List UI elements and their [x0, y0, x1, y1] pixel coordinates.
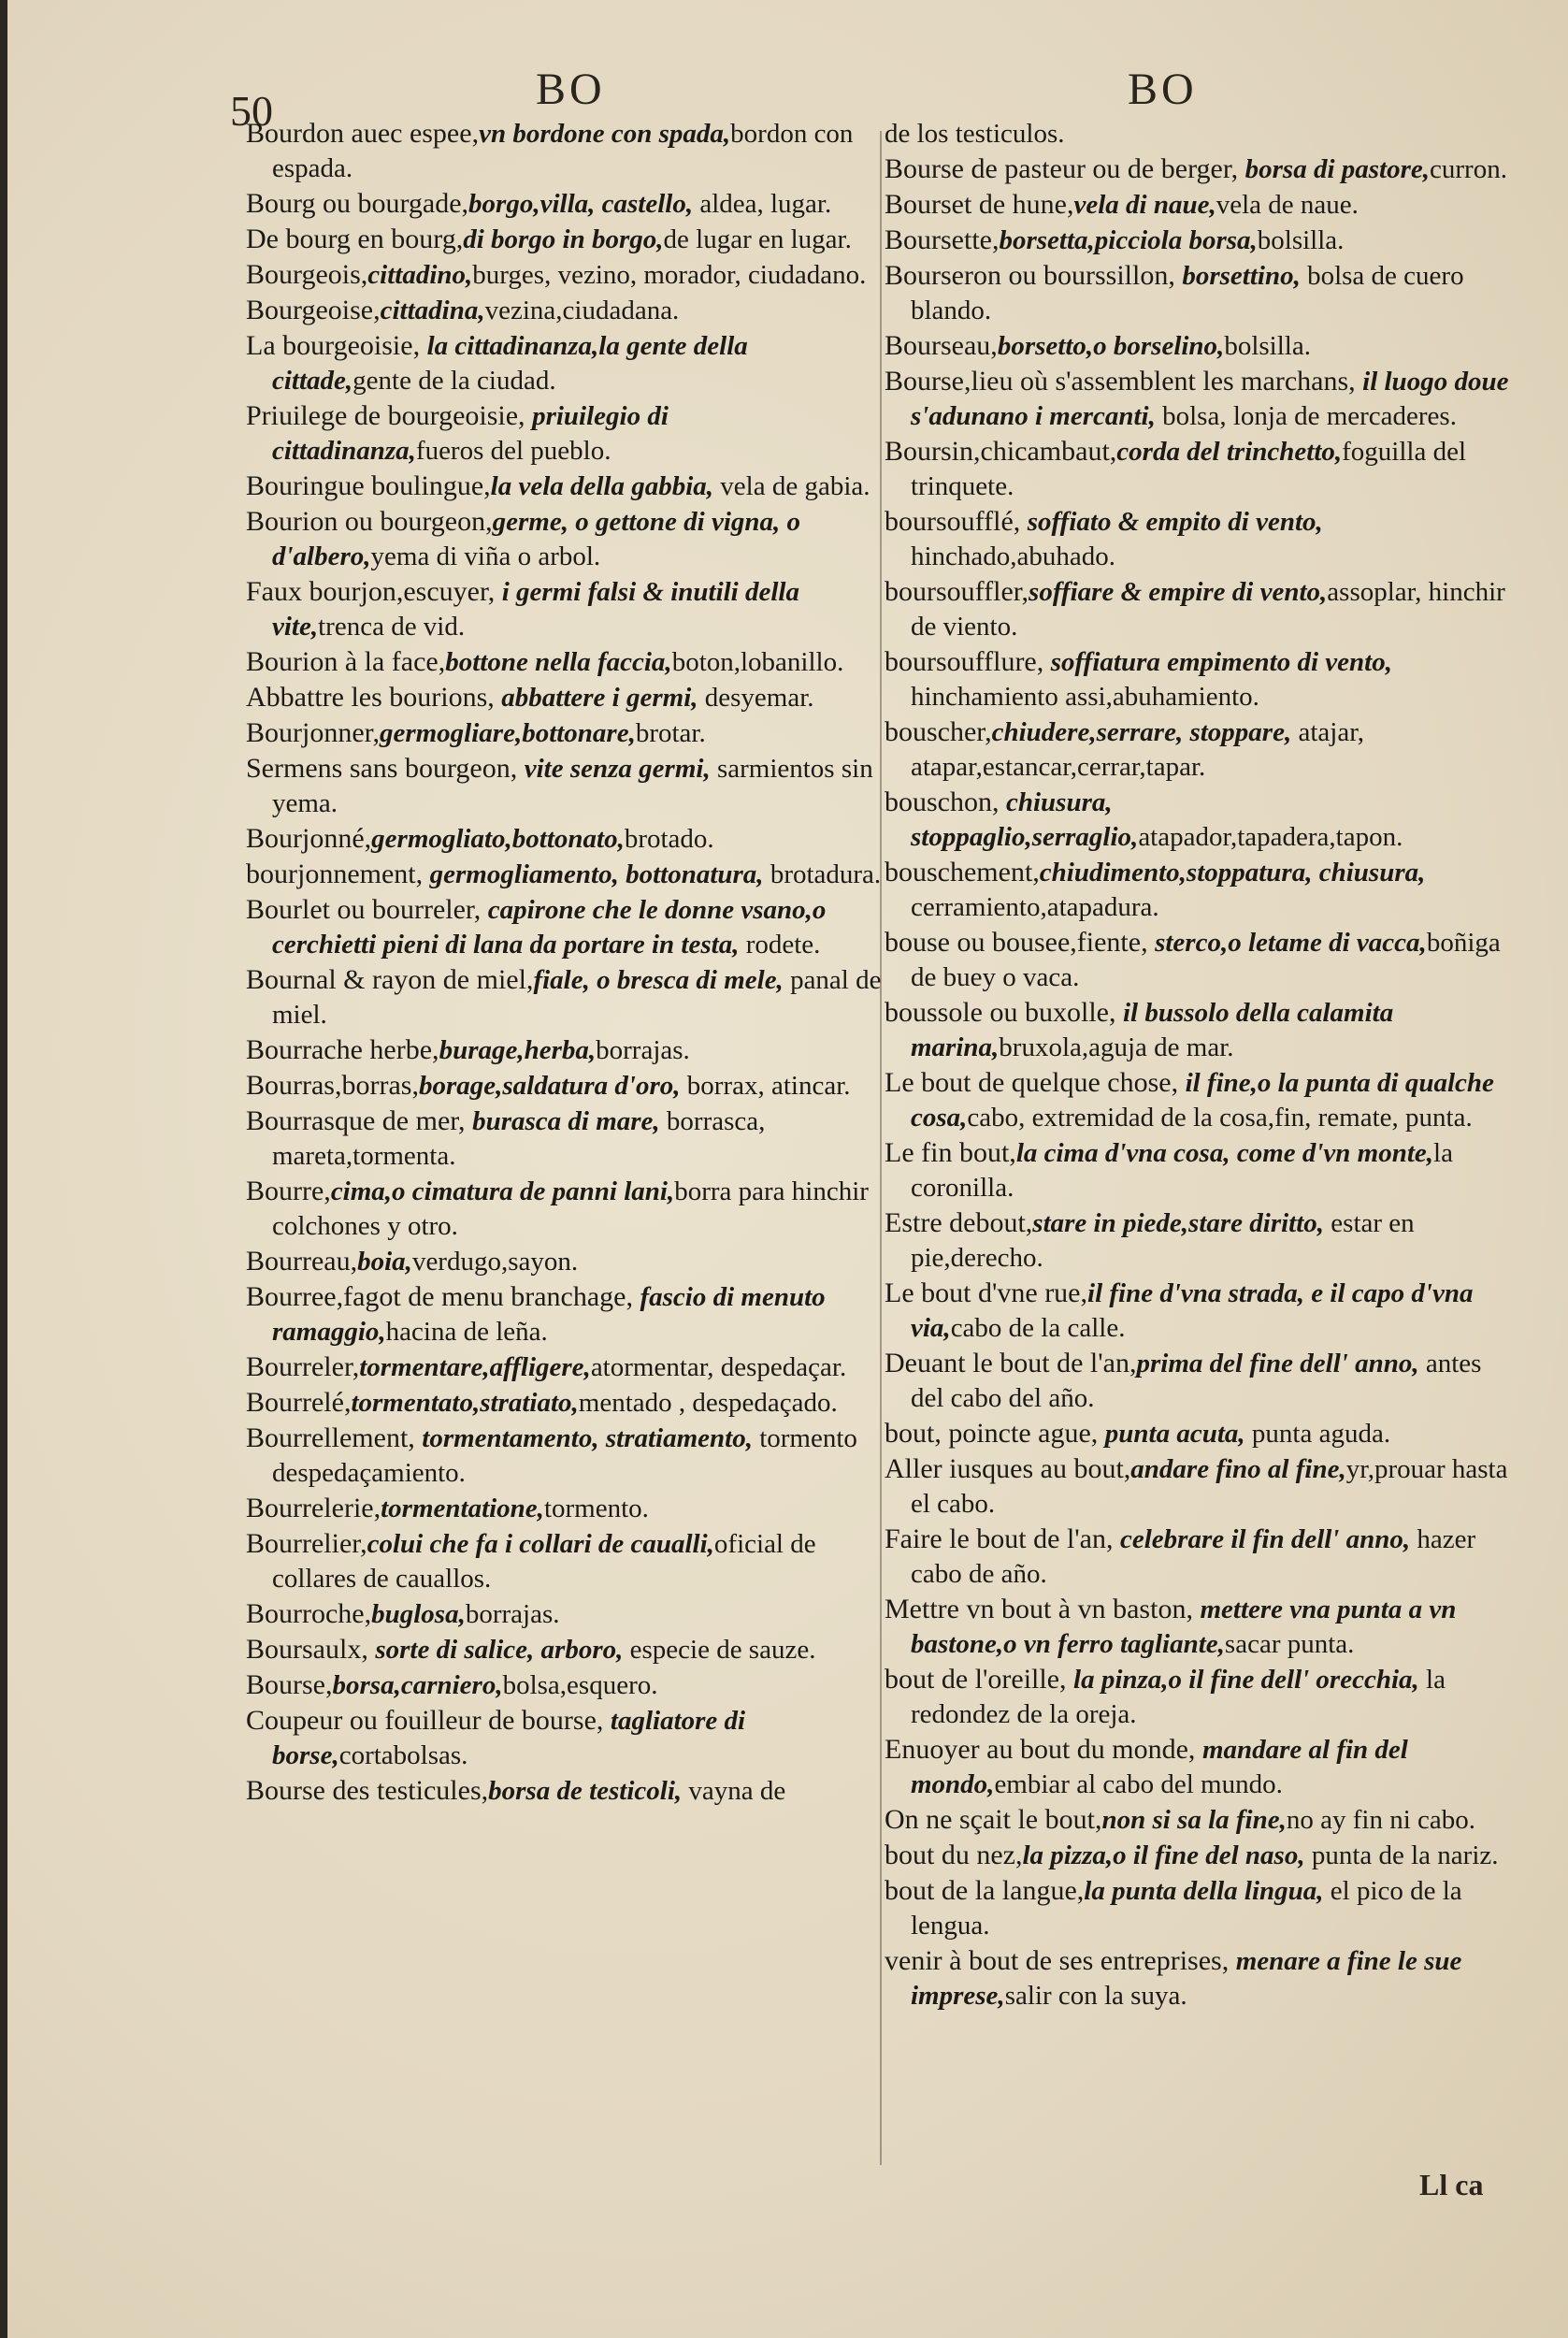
- entry-headword: Abbattre les bourions,: [246, 682, 502, 713]
- entry-italian: soffiare & empire di vento,: [1029, 577, 1328, 607]
- dictionary-entry: [885, 504, 1517, 574]
- entry-spanish: atapador,tapadera,tapon.: [1138, 822, 1403, 852]
- dictionary-entry: [885, 1135, 1517, 1205]
- entry-headword: Bourseau,: [885, 330, 998, 361]
- entry-italian: chiudimento,stoppatura, chiusura,: [1039, 858, 1426, 888]
- entry-italian: la vela della gabbia,: [490, 471, 714, 501]
- entry-italian: la pinza,o il fine dell' orecchia,: [1073, 1665, 1419, 1695]
- entry-italian: borsa,carniero,: [332, 1670, 503, 1700]
- entry-spanish: estar en pie,derecho.: [911, 1208, 1415, 1273]
- entry-spanish: de los testiculos.: [885, 119, 1065, 149]
- entry-spanish: burges, vezino, morador, ciudadano.: [472, 260, 867, 290]
- dictionary-entry: [885, 1943, 1517, 2013]
- entry-italian: di borgo in borgo,: [463, 224, 664, 254]
- dictionary-entry: [885, 785, 1517, 855]
- entry-headword: Coupeur ou fouilleur de bourse,: [246, 1705, 611, 1736]
- entry-italian: non si sa la fine,: [1101, 1805, 1287, 1835]
- entry-headword: Bourdon auec espee,: [246, 118, 480, 149]
- entry-spanish: aldea, lugar.: [693, 189, 832, 219]
- entry-italian: sorte di salice, arboro,: [375, 1635, 624, 1665]
- entry-headword: Bourre,: [246, 1176, 331, 1206]
- entry-spanish: verdugo,sayon.: [411, 1247, 579, 1277]
- entry-spanish: mentado , despedaçado.: [578, 1388, 838, 1418]
- dictionary-entry: [885, 1065, 1517, 1135]
- dictionary-entry: [246, 1104, 882, 1174]
- entry-spanish: vela de gabia.: [713, 471, 870, 501]
- entry-headword: De bourg en bourg,: [246, 224, 464, 254]
- left-column: [246, 116, 882, 1809]
- entry-spanish: borrajas.: [465, 1599, 560, 1629]
- entry-headword: Le bout d'vne rue,: [885, 1277, 1088, 1308]
- running-head-right: BO: [1128, 65, 1198, 114]
- entry-headword: bourjonnement,: [246, 859, 430, 889]
- entry-spanish: gente de la ciudad.: [352, 366, 556, 396]
- entry-spanish: panal de miel.: [272, 965, 882, 1030]
- book-page: [7, 0, 1568, 2338]
- entry-spanish: tormento.: [543, 1494, 649, 1523]
- entry-headword: boursouffler,: [885, 576, 1029, 607]
- entry-headword: Bourseron ou bourssillon,: [885, 260, 1183, 291]
- entry-italian: la punta della lingua,: [1084, 1876, 1324, 1906]
- entry-italian: colui che fa i collari de caualli,: [367, 1529, 714, 1559]
- entry-italian: bottone nella faccia,: [445, 647, 672, 677]
- entry-italian: mandare al fin del mondo,: [911, 1735, 1408, 1799]
- dictionary-entry: [246, 504, 882, 574]
- entry-spanish: borrasca, mareta,tormenta.: [272, 1106, 766, 1171]
- entry-italian: il bussolo della calamita marina,: [911, 998, 1394, 1062]
- entry-headword: Bourrelier,: [246, 1528, 367, 1559]
- entry-italian: tormentare,affligere,: [359, 1352, 591, 1382]
- dictionary-entry: [885, 258, 1517, 328]
- dictionary-entry: [246, 1421, 882, 1491]
- entry-italian: vela di naue,: [1073, 190, 1216, 220]
- dictionary-entry: [885, 434, 1517, 504]
- entry-spanish: brotar.: [635, 718, 706, 748]
- page-number: 50: [230, 87, 273, 135]
- entry-headword: Bourree,fagot de menu branchage,: [246, 1281, 640, 1312]
- entry-italian: cittadina,: [380, 296, 485, 325]
- entry-headword: Bourjonner,: [246, 717, 380, 748]
- entry-italian: burasca di mare,: [472, 1106, 660, 1136]
- entry-spanish: sarmientos sin yema.: [272, 754, 873, 818]
- entry-spanish: borrax, atincar.: [680, 1071, 851, 1101]
- entry-headword: Bourse,lieu où s'assemblent les marchans,: [885, 366, 1363, 397]
- entry-italian: borsa de testicoli,: [488, 1776, 683, 1806]
- entry-headword: Mettre vn bout à vn baston,: [885, 1594, 1201, 1624]
- entry-spanish: boton,lobanillo.: [671, 647, 844, 677]
- entry-spanish: hinchamiento assi,abuhamiento.: [911, 682, 1259, 712]
- entry-italian: germogliato,bottonato,: [371, 824, 625, 854]
- entry-headword: bout de la langue,: [885, 1875, 1085, 1906]
- entry-italian: celebrare il fin dell' anno,: [1120, 1524, 1411, 1554]
- dictionary-entry: [885, 855, 1517, 925]
- entry-headword: Bournal & rayon de miel,: [246, 964, 534, 995]
- entry-italian: germe, o gettone di vigna, o d'albero,: [272, 507, 801, 571]
- dictionary-entry: [246, 1596, 882, 1632]
- entry-headword: Boursette,: [885, 224, 1000, 255]
- entry-spanish: bolsa,esquero.: [502, 1670, 658, 1700]
- entry-italian: soffiatura empimento di vento,: [1050, 647, 1392, 677]
- dictionary-entry: [246, 257, 882, 293]
- entry-headword: Faux bourjon,escuyer,: [246, 576, 502, 607]
- entry-headword: Bourreau,: [246, 1246, 358, 1277]
- catchword: Ll ca: [1419, 2168, 1484, 2201]
- entry-headword: boussole ou buxolle,: [885, 997, 1123, 1028]
- dictionary-entry: [246, 1349, 882, 1385]
- entry-spanish: hacina de leña.: [385, 1317, 548, 1347]
- entry-spanish: cerramiento,atapadura.: [911, 892, 1159, 922]
- dictionary-entry: [885, 187, 1517, 223]
- entry-italian: borage,saldatura d'oro,: [418, 1071, 681, 1101]
- entry-italian: fiale, o bresca di mele,: [533, 965, 784, 995]
- dictionary-entry: [246, 398, 882, 469]
- entry-spanish: bolsa de cuero blando.: [911, 261, 1464, 325]
- entry-spanish: fueros del pueblo.: [415, 436, 611, 466]
- entry-spanish: rodete.: [739, 930, 821, 960]
- entry-spanish: especie de sauze.: [623, 1635, 816, 1665]
- entry-spanish: hinchado,abuhado.: [911, 541, 1116, 571]
- dictionary-entry: [246, 1526, 882, 1596]
- dictionary-entry: [885, 644, 1517, 714]
- entry-headword: Bourse de pasteur ou de berger,: [885, 153, 1245, 184]
- dictionary-entry: [246, 328, 882, 398]
- dictionary-entry: [885, 1451, 1517, 1522]
- entry-headword: Bourreler,: [246, 1351, 360, 1382]
- entry-italian: burage,herba,: [439, 1035, 597, 1065]
- entry-italian: priuilegio di cittadinanza,: [272, 401, 669, 466]
- entry-italian: tormentatione,: [381, 1494, 544, 1523]
- entry-spanish: antes del cabo del año.: [911, 1349, 1482, 1413]
- entry-italian: mettere vna punta a vn bastone,o vn ferro tagliante,: [911, 1595, 1457, 1659]
- dictionary-entry: [885, 364, 1517, 434]
- entry-italian: fascio di menuto ramaggio,: [272, 1282, 826, 1347]
- entry-headword: On ne sçait le bout,: [885, 1804, 1102, 1835]
- dictionary-entry: [246, 222, 882, 257]
- entry-headword: Bourrache herbe,: [246, 1034, 439, 1065]
- entry-headword: Bourg ou bourgade,: [246, 188, 469, 219]
- dictionary-entry: [885, 1522, 1517, 1592]
- dictionary-entry: [885, 223, 1517, 258]
- dictionary-entry: [246, 1068, 882, 1104]
- entry-spanish: bolsa, lonja de mercaderes.: [1155, 401, 1457, 431]
- entry-headword: bouscher,: [885, 716, 992, 747]
- entry-spanish: la redondez de la oreja.: [911, 1665, 1446, 1729]
- entry-headword: Priuilege de bourgeoisie,: [246, 400, 533, 431]
- dictionary-entry: [246, 1244, 882, 1279]
- right-column: [885, 116, 1517, 2013]
- entry-spanish: bruxola,aguja de mar.: [999, 1032, 1234, 1062]
- entry-spanish: desyemar.: [698, 683, 814, 713]
- entry-italian: tormentamento, stratiamento,: [422, 1423, 753, 1453]
- dictionary-entry: [246, 857, 882, 892]
- entry-spanish: vezina,ciudadana.: [484, 296, 680, 325]
- entry-italian: corda del trinchetto,: [1116, 437, 1343, 467]
- entry-spanish: yr,prouar hasta el cabo.: [911, 1454, 1508, 1519]
- entry-italian: i germi falsi & inutili della vite,: [272, 577, 799, 642]
- entry-italian: borgo,villa, castello,: [468, 189, 694, 219]
- entry-headword: Enuoyer au bout du monde,: [885, 1734, 1202, 1765]
- entry-headword: Bourion ou bourgeon,: [246, 506, 493, 537]
- entry-spanish: foguilla del trinquete.: [911, 437, 1467, 501]
- entry-spanish: el pico de la lengua.: [911, 1876, 1462, 1941]
- entry-italian: borsettino,: [1182, 261, 1301, 291]
- entry-headword: Bourrellement,: [246, 1422, 423, 1453]
- entry-headword: Bourgeoise,: [246, 295, 381, 325]
- entry-headword: boursoufflure,: [885, 646, 1051, 677]
- entry-spanish: boñiga de buey o vaca.: [911, 928, 1501, 992]
- entry-spanish: tormento despedaçamiento.: [272, 1423, 857, 1488]
- entry-italian: borsetta,picciola borsa,: [999, 225, 1258, 255]
- entry-spanish: no ay fin ni cabo.: [1286, 1805, 1476, 1835]
- dictionary-entry: [246, 821, 882, 857]
- entry-headword: Bourset de hune,: [885, 189, 1074, 220]
- dictionary-entry: [246, 715, 882, 751]
- entry-italian: vite senza germi,: [524, 754, 711, 784]
- dictionary-entry: [246, 1632, 882, 1667]
- entry-spanish: sacar punta.: [1224, 1629, 1355, 1659]
- dictionary-entry: [885, 714, 1517, 785]
- entry-spanish: brotado.: [624, 824, 714, 854]
- dictionary-entry: [246, 1773, 882, 1809]
- dictionary-entry: [885, 995, 1517, 1065]
- entry-headword: bouschement,: [885, 857, 1040, 888]
- dictionary-entry: [246, 116, 882, 186]
- dictionary-entry: [246, 293, 882, 328]
- entry-headword: Bourroche,: [246, 1598, 372, 1629]
- entry-italian: boia,: [357, 1247, 412, 1277]
- entry-italian: borsetto,o borselino,: [997, 331, 1225, 361]
- dictionary-entry: [246, 186, 882, 222]
- entry-spanish: bordon con espada.: [272, 119, 854, 183]
- entry-spanish: embiar al cabo del mundo.: [994, 1769, 1283, 1799]
- dictionary-entry: [885, 1205, 1517, 1276]
- entry-italian: la cittadinanza,la gente della cittade,: [272, 331, 748, 396]
- entry-spanish: cortabolsas.: [338, 1740, 468, 1770]
- entry-italian: la cima d'vna cosa, come d'vn monte,: [1015, 1138, 1434, 1168]
- dictionary-entry: [246, 1385, 882, 1421]
- entry-italian: tagliatore di borse,: [272, 1706, 746, 1770]
- dictionary-entry: [885, 1416, 1517, 1451]
- entry-spanish: atormentar, despedaçar.: [590, 1352, 847, 1382]
- dictionary-entry: [246, 1667, 882, 1703]
- entry-spanish: trenca de vid.: [318, 612, 466, 642]
- entry-spanish: borra para hinchir colchones y otro.: [272, 1176, 869, 1241]
- entry-headword: Le bout de quelque chose,: [885, 1067, 1186, 1098]
- entry-headword: boursoufflé,: [885, 506, 1028, 537]
- entry-italian: sterco,o letame di vacca,: [1155, 928, 1427, 958]
- entry-spanish: salir con la suya.: [1004, 1981, 1187, 2011]
- dictionary-entry: [246, 962, 882, 1032]
- entry-headword: venir à bout de ses entreprises,: [885, 1945, 1236, 1976]
- dictionary-entry: [246, 892, 882, 962]
- entry-italian: punta acuta,: [1104, 1419, 1245, 1449]
- entry-headword: Deuant le bout de l'an,: [885, 1348, 1137, 1378]
- entry-italian: la pizza,o il fine del naso,: [1022, 1840, 1305, 1870]
- dictionary-entry: [246, 469, 882, 504]
- dictionary-entry: [885, 574, 1517, 644]
- dictionary-entry: [246, 1032, 882, 1068]
- dictionary-entry: [246, 1174, 882, 1244]
- entry-headword: Sermens sans bourgeon,: [246, 753, 525, 784]
- entry-italian: chiudere,serrare, stoppare,: [991, 717, 1292, 747]
- entry-italian: tormentato,stratiato,: [351, 1388, 579, 1418]
- dictionary-entry: [246, 574, 882, 644]
- entry-spanish: de lugar en lugar.: [663, 224, 852, 254]
- dictionary-entry: [885, 1802, 1517, 1838]
- entry-spanish: borrajas.: [596, 1035, 690, 1065]
- dictionary-entry: [885, 1346, 1517, 1416]
- entry-spanish: oficial de collares de cauallos.: [272, 1529, 816, 1594]
- dictionary-entry: [885, 1732, 1517, 1802]
- entry-italian: germogliare,bottonare,: [379, 718, 636, 748]
- entry-headword: Bourras,borras,: [246, 1070, 419, 1101]
- entry-italian: capirone che le donne vsano,o cerchietti pieni di lana da portare in testa,: [272, 895, 827, 960]
- entry-italian: il fine d'vna strada, e il capo d'vna via,: [911, 1278, 1474, 1343]
- entry-spanish: punta aguda.: [1244, 1419, 1391, 1449]
- entry-headword: bouschon,: [885, 787, 1006, 817]
- entry-spanish: vela de naue.: [1216, 190, 1359, 220]
- entry-headword: Estre debout,: [885, 1207, 1033, 1238]
- entry-italian: buglosa,: [371, 1599, 466, 1629]
- entry-headword: Aller iusques au bout,: [885, 1453, 1131, 1484]
- entry-italian: stare in piede,stare diritto,: [1032, 1208, 1325, 1238]
- entry-spanish: brotadura.: [763, 859, 882, 889]
- entry-headword: bout du nez,: [885, 1840, 1023, 1870]
- entry-headword: Bouringue boulingue,: [246, 470, 491, 501]
- dictionary-entry: [246, 751, 882, 821]
- entry-italian: germogliamento, bottonatura,: [429, 859, 764, 889]
- running-head-left: BO: [536, 65, 606, 114]
- dictionary-entry: [885, 925, 1517, 995]
- entry-italian: menare a fine le sue imprese,: [911, 1946, 1462, 2011]
- entry-headword: La bourgeoisie,: [246, 330, 427, 361]
- entry-italian: chiusura, stoppaglio,serraglio,: [911, 787, 1139, 852]
- entry-headword: Bourse des testicules,: [246, 1775, 489, 1806]
- entry-headword: Bourrelerie,: [246, 1493, 381, 1523]
- entry-spanish: bolsilla.: [1224, 331, 1311, 361]
- entry-spanish: la coronilla.: [911, 1138, 1453, 1203]
- entry-spanish: vayna de: [682, 1776, 786, 1806]
- entry-italian: andare fino al fine,: [1130, 1454, 1346, 1484]
- dictionary-entry: [246, 1703, 882, 1773]
- entry-headword: Bourion à la face,: [246, 646, 446, 677]
- entry-headword: Bourjonné,: [246, 823, 372, 854]
- dictionary-entry: [885, 328, 1517, 364]
- entry-headword: Bourrasque de mer,: [246, 1105, 473, 1136]
- entry-italian: vn bordone con spada,: [479, 119, 731, 149]
- entry-spanish: punta de la nariz.: [1304, 1840, 1499, 1870]
- dictionary-entry: [885, 1838, 1517, 1873]
- entry-headword: bout, poincte ague,: [885, 1418, 1105, 1449]
- entry-headword: Le fin bout,: [885, 1137, 1016, 1168]
- entry-headword: Bourrelé,: [246, 1387, 352, 1418]
- dictionary-entry: [885, 1592, 1517, 1662]
- dictionary-entry: [246, 1491, 882, 1526]
- entry-italian: cittadino,: [367, 260, 473, 290]
- entry-italian: soffiato & empito di vento,: [1027, 507, 1323, 537]
- entry-spanish: curron.: [1430, 154, 1507, 184]
- entry-spanish: cabo, extremidad de la cosa,fin, remate, punta.: [967, 1103, 1473, 1133]
- entry-spanish: cabo de la calle.: [950, 1313, 1126, 1343]
- entry-headword: Bourse,: [246, 1669, 333, 1700]
- entry-headword: Boursaulx,: [246, 1634, 376, 1665]
- dictionary-entry: [246, 680, 882, 715]
- entry-headword: Boursin,chicambaut,: [885, 436, 1117, 467]
- entry-spanish: hazer cabo de año.: [911, 1524, 1476, 1589]
- entry-spanish: bolsilla.: [1257, 225, 1345, 255]
- entry-italian: il luogo doue s'adunano i mercanti,: [911, 367, 1509, 431]
- dictionary-entry: [885, 1873, 1517, 1943]
- dictionary-entry: [885, 116, 1517, 152]
- dictionary-entry: [246, 644, 882, 680]
- entry-headword: bouse ou bousee,fiente,: [885, 927, 1156, 958]
- entry-headword: Bourlet ou bourreler,: [246, 894, 488, 925]
- entry-spanish: assoplar, hinchir de viento.: [911, 577, 1505, 642]
- entry-italian: prima del fine dell' anno,: [1136, 1349, 1419, 1378]
- entry-headword: Faire le bout de l'an,: [885, 1523, 1120, 1554]
- dictionary-entry: [885, 152, 1517, 187]
- entry-italian: borsa di pastore,: [1244, 154, 1431, 184]
- entry-italian: cima,o cimatura de panni lani,: [330, 1176, 675, 1206]
- dictionary-entry: [885, 1276, 1517, 1346]
- entry-spanish: yema di viña o arbol.: [370, 541, 601, 571]
- entry-headword: Bourgeois,: [246, 259, 368, 290]
- entry-spanish: atajar, atapar,estancar,cerrar,tapar.: [911, 717, 1364, 782]
- dictionary-entry: [246, 1279, 882, 1349]
- entry-headword: bout de l'oreille,: [885, 1664, 1074, 1695]
- entry-italian: abbattere i germi,: [501, 683, 698, 713]
- dictionary-entry: [885, 1662, 1517, 1732]
- entry-italian: il fine,o la punta di qualche cosa,: [911, 1068, 1494, 1133]
